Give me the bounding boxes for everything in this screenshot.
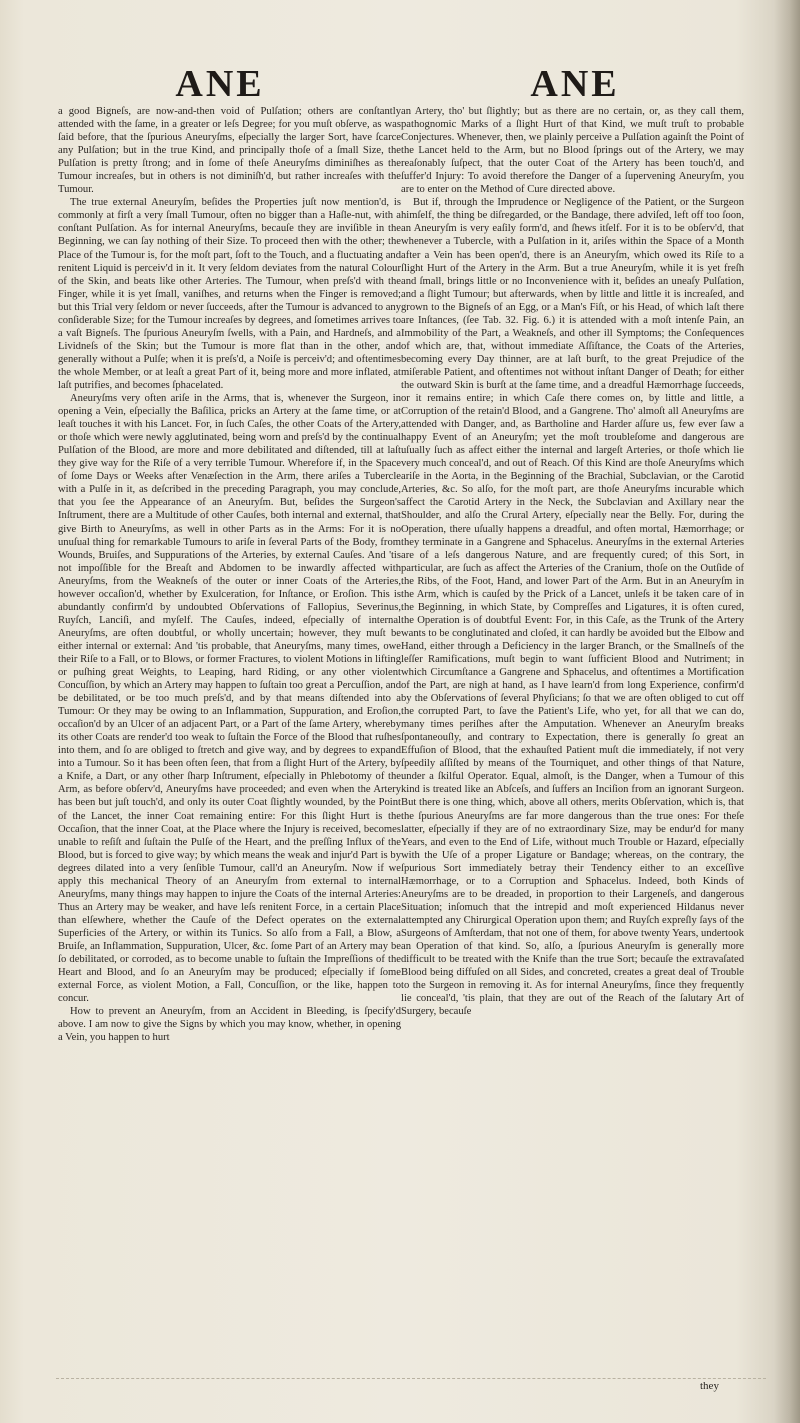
paragraph: But if, through the Imprudence or Negligence of the Patient, or the Surgeon himſelf, the thing be diſregarded, or the Bandage, there adviſed, left off too ſoon, an Aneuryſm is very eaſily form'd, and ſhews itſelf. For it is to be obſerv'd, that whenever a Tubercle, with a Pulſation in it, ariſes within the Space of a Month after a Vein has been open'd, there is an Aneuryſm, which owed its Riſe to a ſlight Hurt of the Artery in the Arm. But a true Aneuryſm, while it is yet freſh and ſmall, brings little or no Inconvenience with it, beſides an uneaſy Pulſation, and a ſlight Tumour; but afterwards, when by little and little it is increaſed, and grown to the Bigneſs of an Egg, or a Man's Fiſt, or his Head, of which laſt there are Inſtances, (ſee Tab. 32. Fig. 6.) it is attended with a moſt intenſe Pain, an Immobility of the Part, a Weakneſs, and other ill Symptoms; the Conſequences of which are, that, without immediate Aſſiſtance, the Coats of the Arteries, becoming every Day thinner, are at laſt burſt, to the great Prejudice of the miſerable Patient, and oftentimes not without inſtant Danger of Death; for either the outward Skin is burſt at the ſame time, and a dreadful Hæmorrhage ſucceeds, or it remains entire; in which Caſe there comes on, by little and little, a Corruption of the retain'd Blood, and a Gangrene. Tho' almoſt all Aneuryſms are attended with Danger, and, as Bartholine and Harder aſſure us, few ever ſaw a happy Event of an Aneuryſm; yet the moſt troubleſome and dangerous are uſually ſuch as affect either the internal and largeſt Arteries, or thoſe which lie very much conceal'd, and out of Reach. Of this Kind are thoſe Aneuryſms which ariſe in the Aorta, in the Beginning of the Brachial, Subclavian, or the Carotid Arteries, &c. So alſo, for the moſt part, are thoſe Aneuryſms incurable which affect the Carotid Artery in the Neck, the Subclavian and Axillary near the Shoulder, and alſo the Crural Artery, eſpecially near the Belly. For, during the Operation, there uſually happens a dreadful, and often mortal, Hæmorrhage; or they terminate in a Gangrene and Sphacelus. Aneuryſms in the external Arteries are of a leſs dangerous Nature, and are frequently cured; of this Sort, in particular, are ſuch as affect the Arteries of the Cranium, thoſe on the Outſide of the Ribs, of the Foot, Hand, and lower Part of the Arm. But in an Aneuryſm in the Arm, which is cauſed by the Prick of a Lancet, unleſs it be taken care of in the Beginning, in which State, by Compreſſes and Ligatures, it is often cured, the Operation is of doubtful Event: For, in this Caſe, as the Trunk of the Artery wants to be conglutinated and cloſed, it can hardly be avoided but the Elbow and Hand, either through a Deficiency in the larger Branch, or the Smallneſs of the leſſer Ramifications, muſt begin to want ſufficient Blood and Nutriment; in which Circumſtance a Gangrene and Sphacelus, and oftentimes a Mortification of the Part, are nigh at hand, as I have learn'd from long Experience, confirm'd by the Obſervations of ſeveral Phyſicians; ſo that we are often obliged to cut off the corrupted Part, to ſave the Patient's Life, who yet, for all that we can do, many times periſhes after the Amputation. Whenever an Aneuryſm breaks ſpontaneouſly, and contrary to Expectation, there is generally ſo great an Effuſion of Blood, that the exhauſted Patient muſt die immediately, if not very ſpeedily aſſiſted by means of the Tourniquet, and other things of that Nature, under a ſkilful Operator. Equal, almoſt, is the Danger, when a Tumour of this kind is treated like an Abſceſs, and ſuffers an Inciſion from an ignorant Surgeon. But there is one thing, which, above all others, merits Obſervation, which is, that the ſpurious Aneuryſms are far more dangerous than the true ones: For theſe latter, eſpecially if they are of no extraordinary Size, may be endur'd for many Years, and even to the End of Life, without much Trouble or Hazard, eſpecially with the Uſe of a proper Ligature or Bandage; whereas, on the contrary, the ſpurious Sort immediately betray their Tendency either to an exceſſive Hæmorrhage, or to a Corruption and Sphacelus. Indeed, both Kinds of Aneuryſms are to be dreaded, in proportion to their Largeneſs, and dangerous Situation; inſomuch that the intrepid and moſt experienced Hildanus never attempted any Chirurgical Operation upon them; and Ruyſch expreſly ſays of the Surgeons of Amſterdam, that not one of them, for above twenty Years, undertook an Operation of that kind. So, alſo, a ſpurious Aneuryſm is generally more difficult to be treated with the Knife than the true Sort; becauſe the extravaſated Blood being diffuſed on all Sides, and concreted, creates a great deal of Trouble to the Surgeon in removing it. As for internal Aneuryſms, ſince they frequently lie conceal'd, 'tis plain, that they are out of the Reach of the ſalutary Art of Surgery, becauſe <box>401 197 744 1018</box>
paragraph: How to prevent an Aneuryſm, from an Accident in Bleeding, is ſpecify'd above. I am now to give the Signs by which you may know, whether, in opening a Vein, you happen to hurt <box>58 1006 401 1044</box>
page-edge-shadow <box>774 0 800 1423</box>
paragraph: The true external Aneuryſm, beſides the Properties juſt now mention'd, is commonly at firſt a very ſmall Tumour, often no bigger than a Haſle-nut, with a conſtant Pulſation. As for internal Aneuryſms, becauſe they are inviſible in the Beginning, we can ſay nothing of their Size. To proceed then with the other; the Place of the Tumour is, for the moſt part, ſoft to the Touch, and a fluctuating and renitent Liquid is perceiv'd in it. It very ſeldom deviates from the natural Colour of the Skin, and beats like other Arteries. The Tumour, when preſs'd with the Finger, while it is yet ſmall, vaniſhes, and returns when the Finger is removed; but this Trial very ſeldom or never ſucceeds, after the Tumour is advanced to any conſiderable Size; for the Tumour increaſes by degrees, and ſometimes arrives to a vaſt Bigneſs. The ſpurious Aneuryſm ſwells, with a Pain, and Hardneſs, and a Lividneſs of the Skin; but the Tumour is more flat than in the other, and generally without a Pulſe; when it is preſs'd, a Noiſe is perceiv'd; and oftentimes the whole Member, or at leaſt a great Part of it, being more and more inflated, at laſt putrifies, and becomes ſphacelated. <box>58 197 401 391</box>
paragraph: Aneuryſms very often ariſe in the Arms, that is, whenever the Surgeon, in opening a Vein, eſpecially the Baſilica, pricks an Artery at the ſame time, or at leaſt touches it with his Lancet. For, in ſuch Caſes, the other Coats of the Artery, or thoſe which were newly agglutinated, being worn and preſs'd by the continual Pulſation of the Blood, are more and more debilitated and diſtended, till at laſt they give way for the Riſe of a very terrible Tumour. Wherefore if, in the Space of ſome Days or Weeks after Venæſection in the Arm, there ariſes a Tubercle with a Pulſe in it, as deſcribed in the preceding Paragraph, you may conclude, that you ſee the Appearance of an Aneuryſm. But, beſides the Surgeon's Inſtrument, there are a Multitude of other Cauſes, both internal and external, that give Birth to Aneuryſms, as well in other Parts as in the Arms: For it is no unuſual thing for remarkable Tumours to ariſe in ſeveral Parts of the Body, from Wounds, Bruiſes, and Suppurations of the Arteries, by external Cauſes. And 'tis not impoſſible for the Breaſt and Abdomen to be inwardly affected with Aneuryſms, from the Weakneſs of the outer or inner Coats of the Arteries, however occaſion'd, whether by Exulceration, for Inſtance, or Eroſion. This is abundantly confirm'd by undoubted Obſervations of Fallopius, Severinus, Ruyſch, Lanciſi, and myſelf. The Cauſes, indeed, eſpecially of internal Aneuryſms, are often doubtful, or wholly uncertain; however, they muſt be either internal or external: And 'tis probable, that Aneuryſms, many times, owe their Riſe to a Fall, or to Blows, or former Fractures, to violent Motions in lifting or puſhing great Weights, to Leaping, hard Riding, or any other violent Concuſſion, by which an Artery may happen to ſuſtain too great a Percuſſion, and be debilitated, or be too much preſs'd, and by that means diſtended into a Tumour: Or they may be owing to an Inflammation, Suppuration, and Eroſion, occaſion'd by an Ulcer of an adjacent Part, or a Part of the ſame Artery, whereby its other Coats are render'd too weak to ſuſtain the Force of the Blood that ruſhes into them, and ſo are obliged to ſtretch and give way, and by degrees to expand into a Tumour. So it has been often ſeen, that from a ſlight Hurt of the Artery, by a Knife, a Dart, or any other ſharp Inſtrument, eſpecially in Phlebotomy of the Arm, as before obſerv'd, Aneuryſms have proceeded; and even when the Artery has been but juſt touch'd, and only its outer Coat ſlightly wounded, by the Point of the Lancet, the inner Coat remaining entire: For this ſlight Hurt is the Occaſion, that the inner Coat, at the Place where the Injury is received, becomes unable to reſiſt and ſuſtain the Pulſe of the Heart, and the preſſing Influx of the Blood, but is forced to give way; by which means the weak and injur'd Part is by degrees dilated into a very ſenſible Tumour, call'd an Aneuryſm. Now if we apply this mechanical Theory of an Aneuryſm from external to internal Aneuryſms, many things may happen to injure the Coats of the internal Arteries: Thus an Artery may be weaker, and have leſs renitent Force, in a certain Place than elſewhere, whether the Cauſe of the Defect operates on the external Superficies of the Artery, or within its Tunics. So alſo from a Fall, a Blow, a Bruiſe, an Inflammation, Suppuration, Ulcer, &c. ſome Part of an Artery may be ſo debilitated, or corroded, as to become unable to ſuſtain the Impreſſions of the Heart and Blood, and ſo an Aneuryſm may be produced; eſpecially if ſome external Force, as violent Motion, a Fall, Concuſſion, or the like, happen to concur. <box>58 393 401 1005</box>
paragraph: a good Bigneſs, are now-and-then void of Pulſation; others are conſtantly attended with the ſame, in a greater or leſs Degree; for you muſt obſerve, as was ſaid before, that the ſpurious Aneuryſms, eſpecially the larger Sort, have ſcarce any Pulſation; but in the true Kind, and principally thoſe of a ſmall Size, the Pulſation is pretty ſtrong; and in ſome of theſe Aneuryſms diminiſhes as the Tumour increaſes, but in others is not diminiſh'd, but rather increaſes with the Tumour. <box>58 106 401 196</box>
bottom-rule <box>56 1378 766 1381</box>
running-header-left: ANE <box>175 63 265 105</box>
right-column <box>401 105 744 1367</box>
left-column <box>58 105 401 1367</box>
catchword: they <box>700 1380 719 1392</box>
paragraph: an Artery, tho' but ſlightly; but as there are no certain, or, as they call them, pathognomic Marks of a ſlight Hurt of that Kind, we muſt truſt to probable Conjectures. Whenever, then, we plainly perceive a Pulſation againſt the Point of the Lancet held to the Arm, but no Blood ſprings out of the Artery, we may reaſonably ſuſpect, that the outer Coat of the Artery has been touch'd, and ſuffer'd Injury: To avoid therefore the Danger of a ſupervening Aneuryſm, you are to enter on the Method of Cure directed above. <box>401 106 744 196</box>
running-header-right: ANE <box>530 63 620 105</box>
